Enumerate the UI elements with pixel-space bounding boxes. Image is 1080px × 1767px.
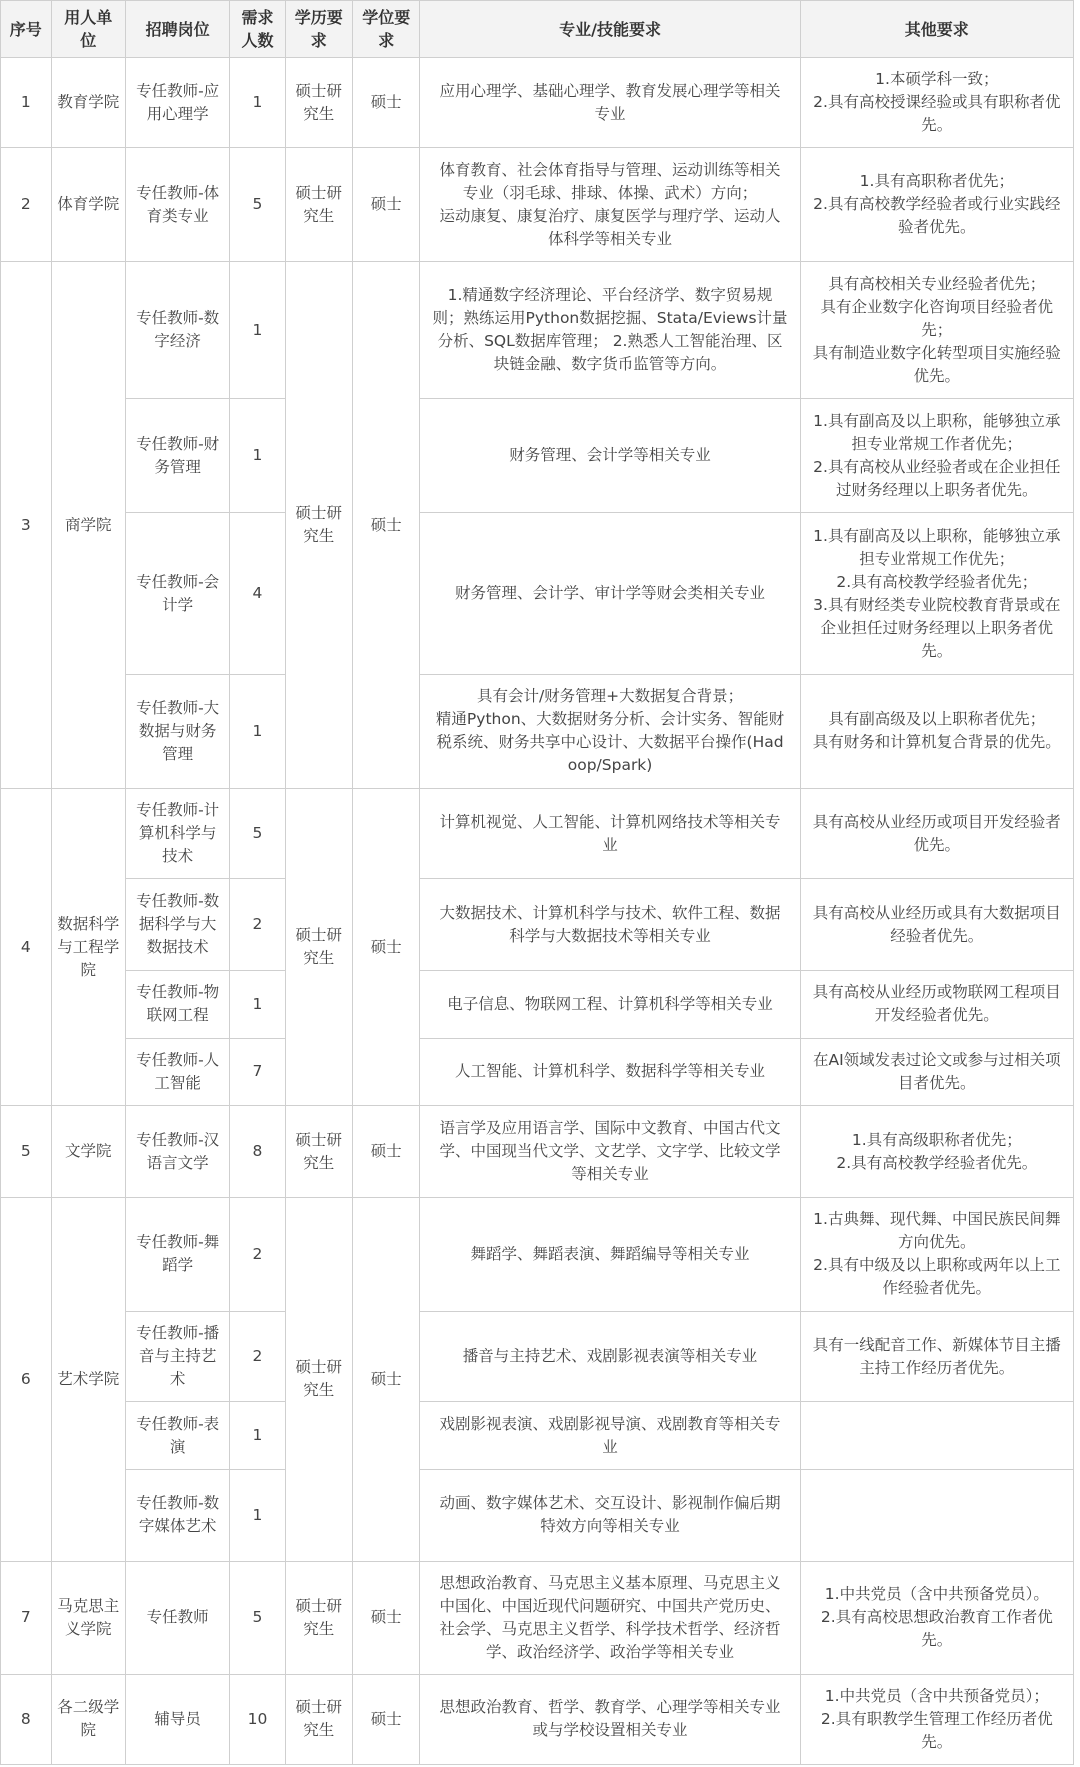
job-position: 专任教师-数据科学与大数据技术 <box>125 879 230 971</box>
other-requirement <box>800 1470 1073 1562</box>
headcount: 1 <box>230 262 285 399</box>
other-requirement <box>800 262 1073 399</box>
job-position: 专任教师-汉语言文学 <box>125 1106 230 1198</box>
job-position: 专任教师-体育类专业 <box>125 148 230 262</box>
other-requirement <box>800 148 1073 262</box>
education-requirement: 硕士研究生 <box>285 262 352 788</box>
table-row <box>1 1674 1074 1764</box>
headcount: 1 <box>230 399 285 513</box>
other-requirement <box>800 1106 1073 1198</box>
headcount: 2 <box>230 879 285 971</box>
headcount: 7 <box>230 1038 285 1106</box>
job-position: 专任教师-舞蹈学 <box>125 1197 230 1311</box>
table-row <box>1 58 1074 148</box>
other-requirement <box>800 1197 1073 1311</box>
major-skill-requirement: 播音与主持艺术、戏剧影视表演等相关专业 <box>420 1311 800 1401</box>
cell-line: 1.具有副高及以上职称，能够独立承担专业常规工作优先； <box>813 526 1061 568</box>
cell-line: 2.具有高校教学经验者或行业实践经验者优先。 <box>813 195 1061 237</box>
headcount: 1 <box>230 1402 285 1470</box>
table-row <box>1 1470 1074 1562</box>
table-row <box>1 399 1074 513</box>
table-row <box>1 1197 1074 1311</box>
major-skill-requirement <box>420 148 800 262</box>
job-position: 专任教师-计算机科学与技术 <box>125 788 230 878</box>
cell-line: 1.精通数字经济理论、平台经济学、数字贸易规则；熟练运用Python数据挖掘、Stata/Eviews计量分析、SQL数据库管理； 2.熟悉人工智能治理、区块链金融、数字货币监管等方向。 <box>432 286 788 374</box>
header-education: 学历要求 <box>285 1 352 58</box>
major-skill-requirement <box>420 674 800 788</box>
other-requirement <box>800 399 1073 513</box>
cell-line: 具有高校从业经历或项目开发经验者优先。 <box>812 812 1061 854</box>
major-skill-requirement: 财务管理、会计学、审计学等财会类相关专业 <box>420 513 800 675</box>
major-skill-requirement: 语言学及应用语言学、国际中文教育、中国古代文学、中国现当代文学、文艺学、文字学、比较文学等相关专业 <box>420 1106 800 1198</box>
cell-line: 具有一线配音工作、新媒体节目主播主持工作经历者优先。 <box>812 1335 1061 1377</box>
degree-requirement: 硕士 <box>353 788 420 1105</box>
row-index: 4 <box>1 788 52 1105</box>
cell-line: 1.本硕学科一致； <box>875 70 999 89</box>
other-requirement <box>800 1561 1073 1674</box>
cell-line: 1.中共党员（含中共预备党员）。 <box>824 1585 1049 1604</box>
job-position: 专任教师-播音与主持艺术 <box>125 1311 230 1401</box>
education-requirement: 硕士研究生 <box>285 148 352 262</box>
cell-line: 2.具有高校思想政治教育工作者优先。 <box>820 1608 1053 1650</box>
table-row <box>1 1311 1074 1401</box>
headcount: 5 <box>230 788 285 878</box>
job-position: 专任教师-应用心理学 <box>125 58 230 148</box>
employer-unit: 文学院 <box>51 1106 125 1198</box>
headcount: 5 <box>230 148 285 262</box>
cell-line: 体育教育、社会体育指导与管理、运动训练等相关专业（羽毛球、排球、体操、武术）方向； <box>439 160 781 202</box>
other-requirement <box>800 1674 1073 1764</box>
employer-unit: 艺术学院 <box>51 1197 125 1561</box>
major-skill-requirement: 思想政治教育、马克思主义基本原理、马克思主义中国化、中国近现代问题研究、中国共产党历史、社会学、马克思主义哲学、科学技术哲学、经济哲学、政治经济学、政治学等相关专业 <box>420 1561 800 1674</box>
row-index: 5 <box>1 1106 52 1198</box>
table-body <box>1 58 1074 1765</box>
other-requirement <box>800 879 1073 971</box>
cell-line: 1.中共党员（含中共预备党员）； <box>824 1686 1049 1705</box>
education-requirement: 硕士研究生 <box>285 1197 352 1561</box>
job-position: 专任教师-大数据与财务管理 <box>125 674 230 788</box>
table-row <box>1 148 1074 262</box>
degree-requirement: 硕士 <box>353 1197 420 1561</box>
education-requirement: 硕士研究生 <box>285 1561 352 1674</box>
table-row <box>1 788 1074 878</box>
job-position: 专任教师-财务管理 <box>125 399 230 513</box>
header-row <box>1 1 1074 58</box>
other-requirement <box>800 58 1073 148</box>
table-row <box>1 262 1074 399</box>
major-skill-requirement: 计算机视觉、人工智能、计算机网络技术等相关专业 <box>420 788 800 878</box>
table-row <box>1 970 1074 1038</box>
headcount: 1 <box>230 1470 285 1562</box>
job-position: 辅导员 <box>125 1674 230 1764</box>
row-index: 6 <box>1 1197 52 1561</box>
major-skill-requirement: 大数据技术、计算机科学与技术、软件工程、数据科学与大数据技术等相关专业 <box>420 879 800 971</box>
cell-line: 在AI领域发表过论文或参与过相关项目者优先。 <box>812 1050 1061 1092</box>
cell-line: 2.具有高校授课经验或具有职称者优先。 <box>813 93 1061 135</box>
cell-line: 具有企业数字化咨询项目经验者优先； <box>820 297 1054 339</box>
job-position: 专任教师-人工智能 <box>125 1038 230 1106</box>
employer-unit: 教育学院 <box>51 58 125 148</box>
major-skill-requirement: 应用心理学、基础心理学、教育发展心理学等相关专业 <box>420 58 800 148</box>
table-row <box>1 1106 1074 1198</box>
headcount: 1 <box>230 970 285 1038</box>
row-index: 1 <box>1 58 52 148</box>
cell-line: 运动康复、康复治疗、康复医学与理疗学、运动人体科学等相关专业 <box>439 206 781 248</box>
cell-line: 1.具有副高及以上职称，能够独立承担专业常规工作者优先； <box>813 411 1061 453</box>
job-position: 专任教师-数字经济 <box>125 262 230 399</box>
table-row <box>1 1402 1074 1470</box>
headcount: 5 <box>230 1561 285 1674</box>
row-index: 8 <box>1 1674 52 1764</box>
header-position: 招聘岗位 <box>125 1 230 58</box>
cell-line: 2.具有中级及以上职称或两年以上工作经验者优先。 <box>813 1256 1061 1298</box>
table-row <box>1 1038 1074 1106</box>
header-count: 需求人数 <box>230 1 285 58</box>
headcount: 1 <box>230 58 285 148</box>
major-skill-requirement: 思想政治教育、哲学、教育学、心理学等相关专业或与学校设置相关专业 <box>420 1674 800 1764</box>
cell-line: 具有副高级及以上职称者优先； <box>828 710 1046 729</box>
degree-requirement: 硕士 <box>353 58 420 148</box>
headcount: 10 <box>230 1674 285 1764</box>
employer-unit: 数据科学与工程学院 <box>51 788 125 1105</box>
education-requirement: 硕士研究生 <box>285 1674 352 1764</box>
other-requirement <box>800 1311 1073 1401</box>
cell-line: 具有高校从业经历或具有大数据项目经验者优先。 <box>812 903 1061 945</box>
header-index: 序号 <box>1 1 52 58</box>
job-position: 专任教师 <box>125 1561 230 1674</box>
job-position: 专任教师-表演 <box>125 1402 230 1470</box>
degree-requirement: 硕士 <box>353 1561 420 1674</box>
cell-line: 2.具有高校从业经验者或在企业担任过财务经理以上职务者优先。 <box>813 457 1061 499</box>
header-other: 其他要求 <box>800 1 1073 58</box>
major-skill-requirement <box>420 262 800 399</box>
cell-line: 精通Python、大数据财务分析、会计实务、智能财税系统、财务共享中心设计、大数据平台操作(Hadoop/Spark) <box>435 710 785 775</box>
header-unit: 用人单位 <box>51 1 125 58</box>
employer-unit: 体育学院 <box>51 148 125 262</box>
headcount: 2 <box>230 1197 285 1311</box>
other-requirement <box>800 513 1073 675</box>
major-skill-requirement: 财务管理、会计学等相关专业 <box>420 399 800 513</box>
cell-line: 具有高校相关专业经验者优先； <box>828 274 1046 293</box>
degree-requirement: 硕士 <box>353 262 420 788</box>
major-skill-requirement: 动画、数字媒体艺术、交互设计、影视制作偏后期特效方向等相关专业 <box>420 1470 800 1562</box>
cell-line: 1.具有高职称者优先； <box>859 172 1014 191</box>
major-skill-requirement: 戏剧影视表演、戏剧影视导演、戏剧教育等相关专业 <box>420 1402 800 1470</box>
degree-requirement: 硕士 <box>353 148 420 262</box>
job-position: 专任教师-会计学 <box>125 513 230 675</box>
cell-line: 2.具有高校教学经验者优先。 <box>836 1153 1038 1172</box>
cell-line: 具有高校从业经历或物联网工程项目开发经验者优先。 <box>812 983 1061 1025</box>
cell-line: 1.古典舞、现代舞、中国民族民间舞方向优先。 <box>813 1210 1061 1252</box>
table-row <box>1 1561 1074 1674</box>
major-skill-requirement: 电子信息、物联网工程、计算机科学等相关专业 <box>420 970 800 1038</box>
employer-unit: 马克思主义学院 <box>51 1561 125 1674</box>
job-position: 专任教师-物联网工程 <box>125 970 230 1038</box>
job-position: 专任教师-数字媒体艺术 <box>125 1470 230 1562</box>
headcount: 1 <box>230 674 285 788</box>
header-major: 专业/技能要求 <box>420 1 800 58</box>
other-requirement <box>800 1038 1073 1106</box>
other-requirement <box>800 788 1073 878</box>
table-row <box>1 879 1074 971</box>
education-requirement: 硕士研究生 <box>285 58 352 148</box>
education-requirement: 硕士研究生 <box>285 1106 352 1198</box>
cell-line: 具有制造业数字化转型项目实施经验优先。 <box>812 343 1061 385</box>
table-row <box>1 674 1074 788</box>
other-requirement <box>800 1402 1073 1470</box>
degree-requirement: 硕士 <box>353 1674 420 1764</box>
headcount: 8 <box>230 1106 285 1198</box>
cell-line: 具有财务和计算机复合背景的优先。 <box>812 733 1061 752</box>
education-requirement: 硕士研究生 <box>285 788 352 1105</box>
cell-line: 2.具有高校教学经验者优先； <box>836 572 1038 591</box>
headcount: 4 <box>230 513 285 675</box>
row-index: 7 <box>1 1561 52 1674</box>
header-degree: 学位要求 <box>353 1 420 58</box>
row-index: 2 <box>1 148 52 262</box>
major-skill-requirement: 舞蹈学、舞蹈表演、舞蹈编导等相关专业 <box>420 1197 800 1311</box>
major-skill-requirement: 人工智能、计算机科学、数据科学等相关专业 <box>420 1038 800 1106</box>
employer-unit: 各二级学院 <box>51 1674 125 1764</box>
table-row <box>1 513 1074 675</box>
employer-unit: 商学院 <box>51 262 125 788</box>
cell-line: 3.具有财经类专业院校教育背景或在企业担任过财务经理以上职务者优先。 <box>813 595 1061 660</box>
other-requirement <box>800 970 1073 1038</box>
degree-requirement: 硕士 <box>353 1106 420 1198</box>
row-index: 3 <box>1 262 52 788</box>
other-requirement <box>800 674 1073 788</box>
cell-line: 1.具有高级职称者优先； <box>851 1130 1022 1149</box>
headcount: 2 <box>230 1311 285 1401</box>
cell-line: 具有会计/财务管理+大数据复合背景； <box>476 687 744 706</box>
cell-line: 2.具有职教学生管理工作经历者优先。 <box>820 1709 1053 1751</box>
